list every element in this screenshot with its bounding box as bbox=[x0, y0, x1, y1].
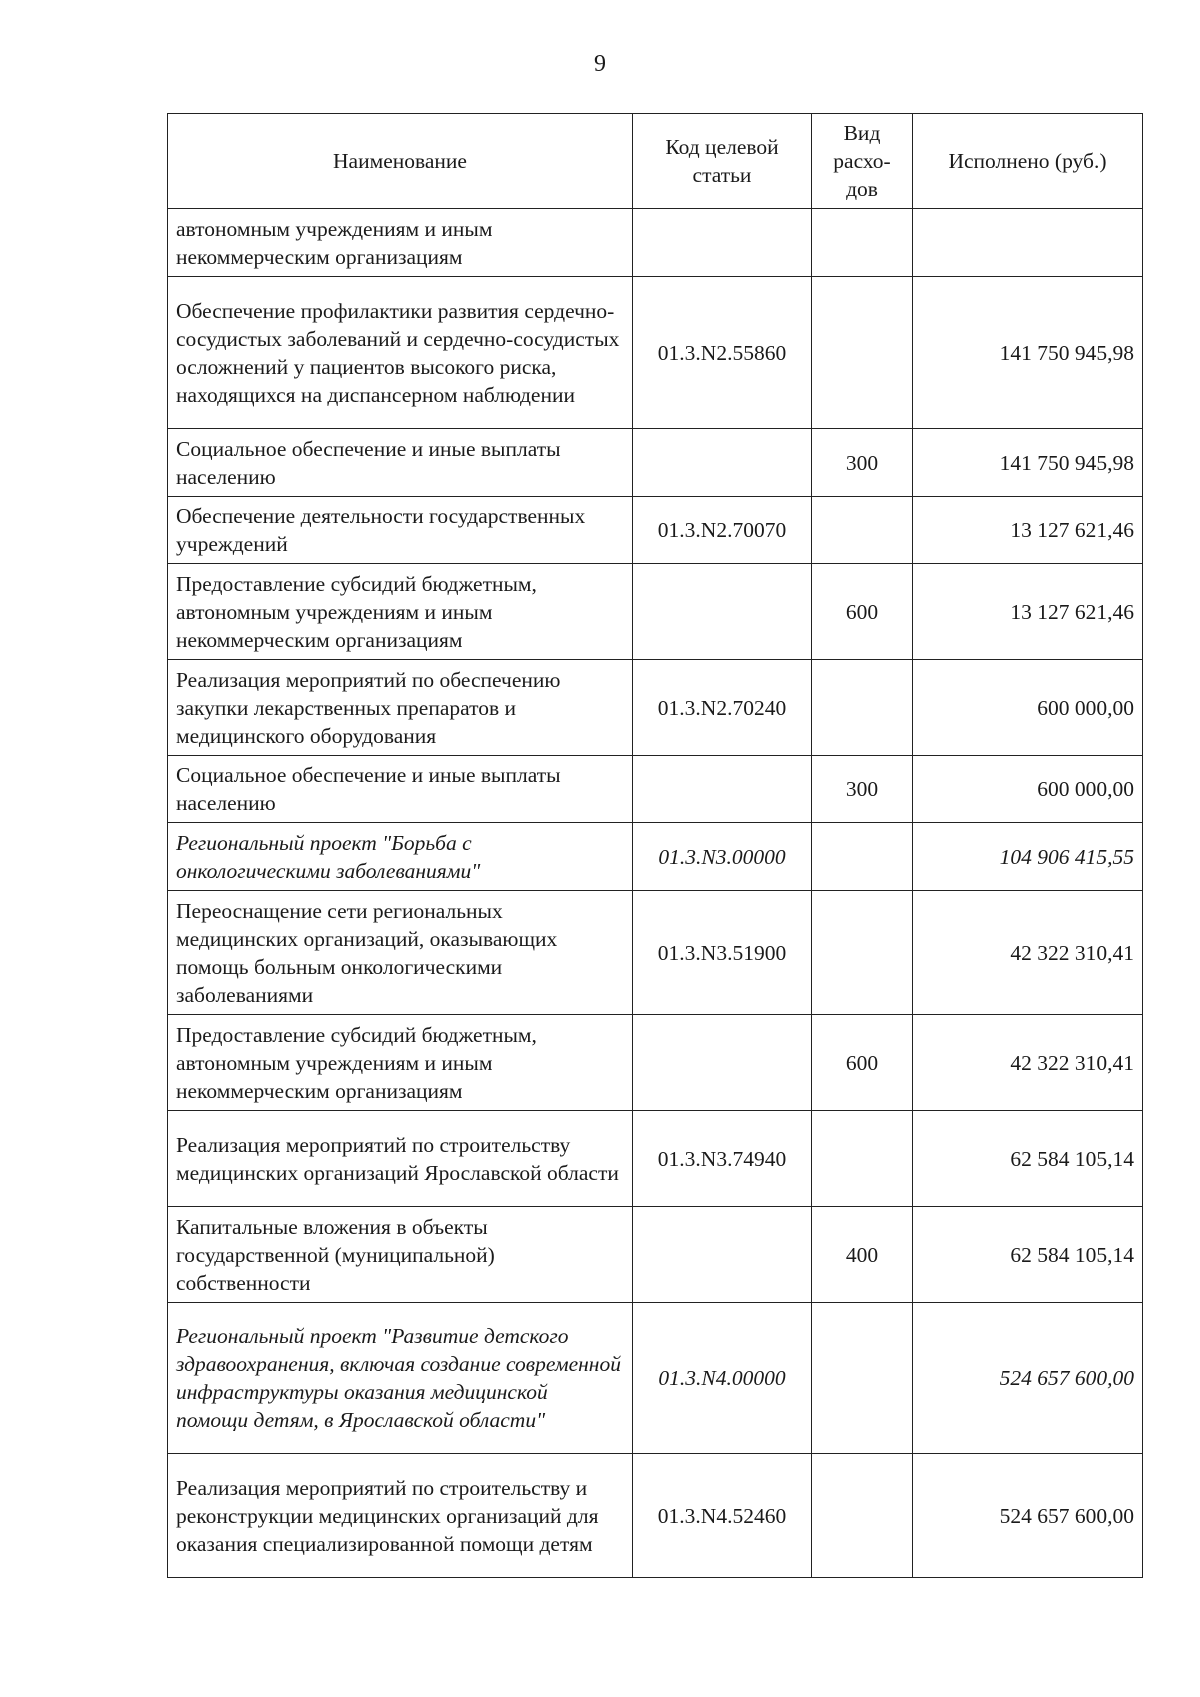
cell-executed-amount: 13 127 621,46 bbox=[913, 497, 1143, 564]
cell-executed-amount: 524 657 600,00 bbox=[913, 1454, 1143, 1578]
table-row bbox=[168, 429, 1143, 497]
table-row bbox=[168, 209, 1143, 277]
cell-executed-amount: 62 584 105,14 bbox=[913, 1207, 1143, 1303]
cell-code: 01.3.N4.52460 bbox=[633, 1454, 812, 1578]
cell-expense-type bbox=[812, 277, 913, 429]
cell-code bbox=[633, 564, 812, 660]
cell-name: Реализация мероприятий по строительству и реконструкции медицинских организаций для оказания специализированной помощи детям bbox=[168, 1454, 633, 1578]
table-row bbox=[168, 1454, 1143, 1578]
cell-expense-type bbox=[812, 1111, 913, 1207]
cell-name: Переоснащение сети региональных медицинских организаций, оказывающих помощь больным онкологическими заболеваниями bbox=[168, 891, 633, 1015]
cell-expense-type bbox=[812, 1454, 913, 1578]
header-sum: Исполнено (руб.) bbox=[913, 114, 1143, 209]
cell-executed-amount: 62 584 105,14 bbox=[913, 1111, 1143, 1207]
cell-expense-type bbox=[812, 891, 913, 1015]
cell-code bbox=[633, 1207, 812, 1303]
cell-code bbox=[633, 209, 812, 277]
cell-code bbox=[633, 1015, 812, 1111]
cell-name: Предоставление субсидий бюджетным, автономным учреждениям и иным некоммерческим организациям bbox=[168, 1015, 633, 1111]
cell-executed-amount: 600 000,00 bbox=[913, 660, 1143, 756]
cell-code: 01.3.N3.00000 bbox=[633, 823, 812, 891]
cell-executed-amount: 104 906 415,55 bbox=[913, 823, 1143, 891]
table-row bbox=[168, 1111, 1143, 1207]
cell-executed-amount: 141 750 945,98 bbox=[913, 429, 1143, 497]
cell-executed-amount: 141 750 945,98 bbox=[913, 277, 1143, 429]
cell-code: 01.3.N3.74940 bbox=[633, 1111, 812, 1207]
cell-name: Социальное обеспечение и иные выплаты населению bbox=[168, 756, 633, 823]
budget-execution-table bbox=[167, 113, 1143, 1578]
table-row bbox=[168, 823, 1143, 891]
cell-expense-type: 300 bbox=[812, 429, 913, 497]
cell-name: Обеспечение профилактики развития сердечно-сосудистых заболеваний и сердечно-сосудистых осложнений у пациентов высокого риска, находящихся на диспансерном наблюдении bbox=[168, 277, 633, 429]
header-type: Вид расхо- дов bbox=[812, 114, 913, 209]
table-row bbox=[168, 497, 1143, 564]
table-row bbox=[168, 564, 1143, 660]
cell-name: Предоставление субсидий бюджетным, автономным учреждениям и иным некоммерческим организациям bbox=[168, 564, 633, 660]
cell-expense-type bbox=[812, 497, 913, 564]
header-name: Наименование bbox=[168, 114, 633, 209]
cell-name: Реализация мероприятий по обеспечению закупки лекарственных препаратов и медицинского оборудования bbox=[168, 660, 633, 756]
cell-expense-type: 600 bbox=[812, 1015, 913, 1111]
cell-expense-type bbox=[812, 209, 913, 277]
cell-name: Реализация мероприятий по строительству медицинских организаций Ярославской области bbox=[168, 1111, 633, 1207]
table-row bbox=[168, 1015, 1143, 1111]
table-header-row bbox=[168, 114, 1143, 209]
cell-code: 01.3.N2.70240 bbox=[633, 660, 812, 756]
table-row bbox=[168, 277, 1143, 429]
cell-name: Региональный проект "Борьба с онкологическими заболеваниями" bbox=[168, 823, 633, 891]
cell-name: автономным учреждениям и иным некоммерческим организациям bbox=[168, 209, 633, 277]
cell-executed-amount: 524 657 600,00 bbox=[913, 1303, 1143, 1454]
cell-name: Обеспечение деятельности государственных учреждений bbox=[168, 497, 633, 564]
cell-expense-type: 400 bbox=[812, 1207, 913, 1303]
cell-expense-type bbox=[812, 823, 913, 891]
cell-executed-amount: 42 322 310,41 bbox=[913, 1015, 1143, 1111]
cell-executed-amount: 600 000,00 bbox=[913, 756, 1143, 823]
cell-executed-amount: 13 127 621,46 bbox=[913, 564, 1143, 660]
table-row bbox=[168, 1207, 1143, 1303]
cell-executed-amount bbox=[913, 209, 1143, 277]
cell-code: 01.3.N2.55860 bbox=[633, 277, 812, 429]
cell-name: Региональный проект "Развитие детского здравоохранения, включая создание современной инфраструктуры оказания медицинской помощи детям, в Ярославской области" bbox=[168, 1303, 633, 1454]
cell-executed-amount: 42 322 310,41 bbox=[913, 891, 1143, 1015]
cell-expense-type bbox=[812, 1303, 913, 1454]
table-row bbox=[168, 1303, 1143, 1454]
table-row bbox=[168, 660, 1143, 756]
table-row bbox=[168, 756, 1143, 823]
cell-name: Капитальные вложения в объекты государственной (муниципальной) собственности bbox=[168, 1207, 633, 1303]
cell-code bbox=[633, 429, 812, 497]
cell-name: Социальное обеспечение и иные выплаты населению bbox=[168, 429, 633, 497]
cell-expense-type: 300 bbox=[812, 756, 913, 823]
table-row bbox=[168, 891, 1143, 1015]
cell-code: 01.3.N2.70070 bbox=[633, 497, 812, 564]
cell-expense-type bbox=[812, 660, 913, 756]
cell-expense-type: 600 bbox=[812, 564, 913, 660]
table-body bbox=[168, 209, 1143, 1578]
header-code: Код целевой статьи bbox=[633, 114, 812, 209]
cell-code bbox=[633, 756, 812, 823]
page-number: 9 bbox=[594, 51, 606, 77]
cell-code: 01.3.N4.00000 bbox=[633, 1303, 812, 1454]
cell-code: 01.3.N3.51900 bbox=[633, 891, 812, 1015]
